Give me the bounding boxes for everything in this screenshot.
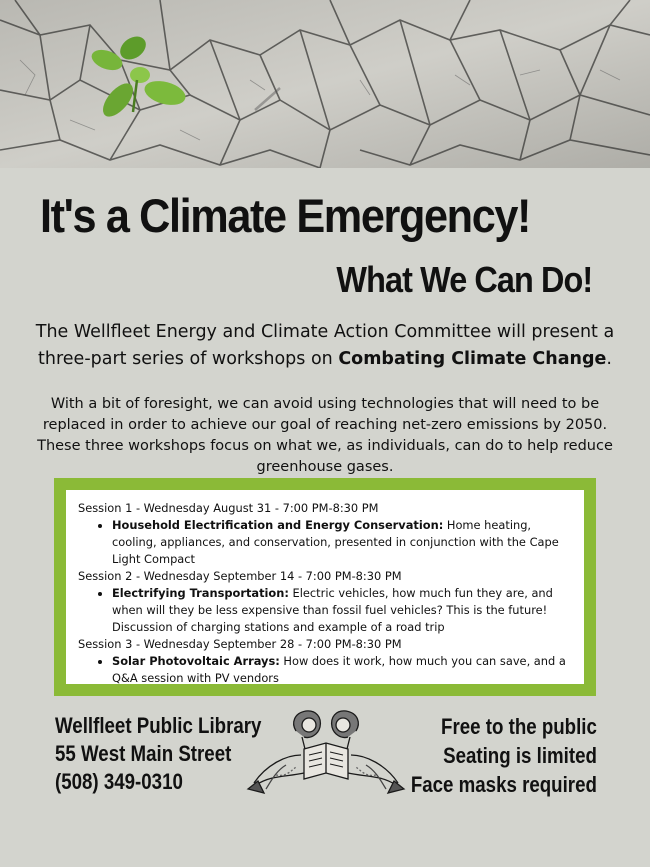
cracked-earth-image	[0, 0, 650, 168]
session-list	[78, 653, 576, 687]
session-header: Session 1 - Wednesday August 31 - 7:00 PM-8:30 PM	[78, 501, 379, 515]
intro-text-after: .	[606, 349, 612, 369]
hero-image	[0, 0, 650, 168]
session-topic: Household Electrification and Energy Conservation:	[112, 518, 444, 532]
session-description: Home heating, cooling, appliances, and conservation, presented in conjunction with the Cape Light Compact	[112, 518, 559, 566]
session-list	[78, 517, 576, 568]
session-item	[112, 585, 576, 636]
description-paragraph: With a bit of foresight, we can avoid using technologies that will need to be replaced in order to achieve our goal of reaching net-zero emissions by 2050. These three workshops focus on what we, as individuals, can do to help reduce greenhouse gases.	[37, 396, 613, 475]
library-info	[55, 712, 261, 796]
session-description: Electric vehicles, how much fun they are, and when will they be less expensive than fossil fuel vehicles? This is the future! Discussion of charging stations and example of a road trip	[112, 586, 553, 634]
sessions-content	[66, 490, 584, 684]
session-item	[112, 653, 576, 687]
note-free: Free to the public	[441, 714, 597, 739]
library-name: Wellfleet Public Library	[55, 713, 262, 738]
session-header: Session 3 - Wednesday September 28 - 7:00 PM-8:30 PM	[78, 637, 402, 651]
note-masks: Face masks required	[410, 772, 597, 797]
intro-text	[20, 319, 630, 373]
note-seating: Seating is limited	[443, 743, 597, 768]
library-address: 55 West Main Street	[55, 741, 232, 766]
session-topic: Electrifying Transportation:	[112, 586, 289, 600]
mermaids-reading-book-logo	[246, 705, 406, 801]
page-subtitle: What We Can Do!	[336, 259, 592, 300]
library-phone: (508) 349-0310	[55, 769, 183, 794]
session-item	[112, 517, 576, 568]
session-description: How does it work, how much you can save, and a Q&A session with PV vendors	[112, 654, 566, 685]
page-title: It's a Climate Emergency!	[40, 189, 531, 242]
sessions-box	[54, 478, 596, 696]
session-list	[78, 585, 576, 636]
event-notes	[411, 712, 597, 799]
session-header: Session 2 - Wednesday September 14 - 7:00 PM-8:30 PM	[78, 569, 402, 583]
session-topic: Solar Photovoltaic Arrays:	[112, 654, 280, 668]
intro-text-before: The Wellfleet Energy and Climate Action Committee will present a three-part series of workshops on	[35, 322, 615, 369]
intro-highlight: Combating Climate Change	[338, 349, 607, 369]
